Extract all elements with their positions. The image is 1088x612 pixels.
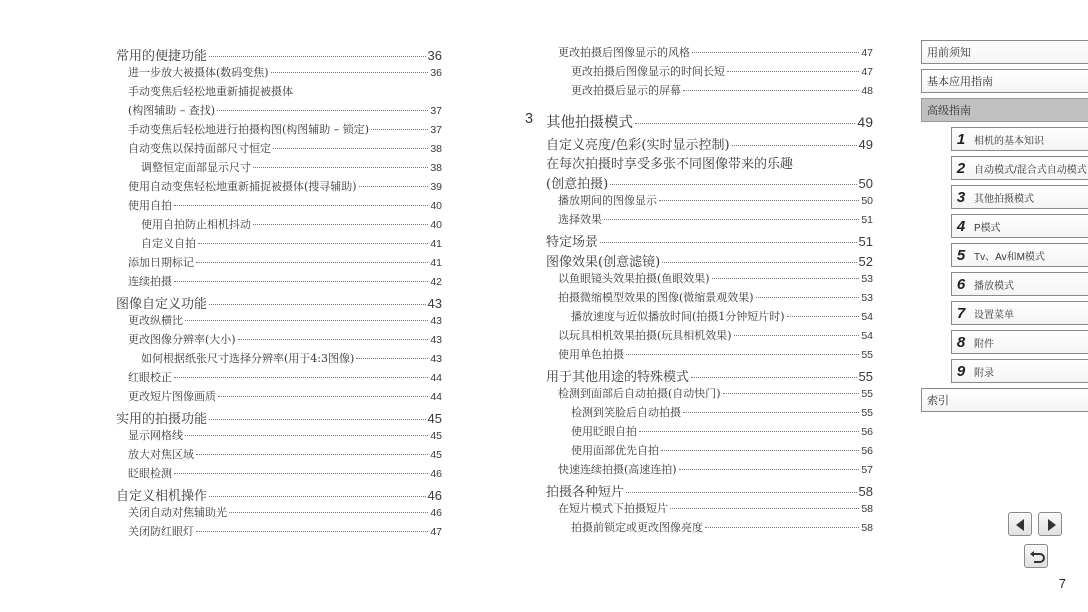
- toc-entry[interactable]: [546, 270, 873, 289]
- toc-entry[interactable]: [116, 178, 442, 197]
- chapter-sidebar: [921, 40, 1088, 417]
- dot-leader: [705, 527, 859, 528]
- toc-entry-page: 40: [430, 219, 442, 231]
- toc-entry-page: 37: [430, 124, 442, 136]
- dot-leader: [679, 469, 860, 470]
- toc-entry-title: 更改短片图像画质: [128, 390, 216, 403]
- toc-entry[interactable]: [546, 289, 873, 308]
- toc-middle-column: [525, 44, 873, 538]
- toc-entry[interactable]: [116, 121, 442, 140]
- toc-entry-title: 更改拍摄后显示的屏幕: [571, 84, 681, 97]
- chapter-number: 4: [956, 217, 966, 235]
- toc-entry-page: 57: [861, 464, 873, 476]
- dot-leader: [662, 262, 856, 263]
- toc-entry-page: 48: [861, 85, 873, 97]
- dot-leader: [209, 56, 426, 57]
- toc-entry-page: 52: [858, 254, 873, 269]
- dot-leader: [217, 110, 428, 111]
- toc-entry-page: 54: [861, 311, 873, 323]
- toc-entry-page: 51: [858, 234, 873, 249]
- dot-leader: [185, 435, 428, 436]
- toc-entry-title: 拍摄前锁定或更改图像亮度: [571, 521, 703, 534]
- toc-entry-title: (构图辅助 – 查找): [128, 104, 216, 117]
- toc-entry[interactable]: [546, 211, 873, 230]
- dot-leader: [356, 358, 428, 359]
- toc-section[interactable]: [546, 173, 873, 192]
- toc-entry-page: 58: [858, 484, 873, 499]
- toc-entry[interactable]: [116, 331, 442, 350]
- toc-left-column: [116, 44, 442, 542]
- toc-entry-page: 49: [857, 114, 873, 130]
- dot-leader: [712, 278, 860, 279]
- dot-leader: [692, 52, 859, 53]
- toc-entry-title: 使用单色拍摄: [558, 348, 624, 361]
- toc-entry[interactable]: [546, 63, 873, 82]
- chapter-label: P模式: [974, 222, 1001, 234]
- toc-section[interactable]: [546, 134, 873, 153]
- toc-entry[interactable]: [546, 308, 873, 327]
- chapter-number: 6: [956, 275, 966, 293]
- toc-entry-page: 55: [861, 349, 873, 361]
- toc-entry-page: 56: [861, 426, 873, 438]
- toc-entry-page: 51: [861, 214, 873, 226]
- dot-leader: [198, 243, 428, 244]
- chapter-number: 9: [956, 362, 966, 380]
- toc-entry-title: 更改纵横比: [128, 314, 183, 327]
- toc-entry-title: 播放速度与近似播放时间(拍摄1分钟短片时): [571, 310, 785, 323]
- sidebar-chapter-4[interactable]: [951, 214, 1088, 238]
- chapter-number: 7: [956, 304, 966, 322]
- toc-entry-title-line1[interactable]: 手动变焦后轻松地重新捕捉被摄体: [128, 85, 293, 98]
- toc-entry-page: 50: [861, 195, 873, 207]
- toc-entry-title: 拍摄各种短片: [546, 485, 625, 500]
- dot-leader: [723, 393, 860, 394]
- toc-entry-page: 38: [430, 162, 442, 174]
- toc-entry[interactable]: [116, 446, 442, 465]
- toc-entry-title: 如何根据纸张尺寸选择分辨率(用于4:3图像): [141, 352, 355, 365]
- dot-leader: [185, 320, 428, 321]
- toc-entry[interactable]: [116, 64, 442, 83]
- chapter-number: 8: [956, 333, 966, 351]
- toc-entry-title: 快速连续拍摄(高速连拍): [558, 463, 677, 476]
- toc-entry-page: 37: [430, 105, 442, 117]
- dot-leader: [174, 281, 428, 282]
- toc-entry-page: 46: [430, 468, 442, 480]
- toc-entry-title: (创意拍摄): [546, 177, 609, 192]
- toc-entry-title: 使用眨眼自拍: [571, 425, 637, 438]
- dot-leader: [610, 184, 856, 185]
- toc-entry-title: 以鱼眼镜头效果拍摄(鱼眼效果): [558, 272, 710, 285]
- toc-entry-title: 播放期间的图像显示: [558, 194, 657, 207]
- toc-entry[interactable]: [546, 346, 873, 365]
- toc-entry-title: 更改图像分辨率(大小): [128, 333, 236, 346]
- toc-entry[interactable]: [116, 350, 442, 369]
- toc-entry-page: 44: [430, 391, 442, 403]
- dot-leader: [196, 262, 428, 263]
- toc-entry-title: 放大对焦区域: [128, 448, 194, 461]
- toc-section[interactable]: [546, 251, 873, 270]
- dot-leader: [604, 219, 859, 220]
- chapter-label: 附件: [974, 338, 994, 350]
- toc-entry-title: 添加日期标记: [128, 256, 194, 269]
- toc-entry[interactable]: [116, 235, 442, 254]
- toc-entry-title: 图像自定义功能: [116, 297, 208, 312]
- toc-entry-page: 43: [427, 296, 442, 311]
- toc-entry-title: 实用的拍摄功能: [116, 412, 208, 427]
- dot-leader: [626, 492, 857, 493]
- toc-entry-title: 红眼校正: [128, 371, 172, 384]
- toc-entry-page: 43: [430, 315, 442, 327]
- toc-entry-title-line1[interactable]: 在每次拍摄时享受多张不同图像带来的乐趣: [546, 157, 794, 172]
- chapter-label: 相机的基本知识: [974, 135, 1044, 147]
- dot-leader: [174, 473, 428, 474]
- toc-entry[interactable]: [546, 423, 873, 442]
- toc-entry-page: 47: [861, 47, 873, 59]
- toc-entry[interactable]: [116, 273, 442, 292]
- sidebar-chapter-5[interactable]: [951, 243, 1088, 267]
- dot-leader: [253, 167, 428, 168]
- toc-entry[interactable]: [116, 197, 442, 216]
- toc-entry-page: 49: [858, 137, 873, 152]
- dot-leader: [683, 412, 859, 413]
- dot-leader: [359, 186, 429, 187]
- sidebar-chapter-7[interactable]: [951, 301, 1088, 325]
- sidebar-tab-before-use[interactable]: 用前须知: [921, 40, 1088, 64]
- toc-entry-page: 55: [861, 407, 873, 419]
- toc-entry-title: 常用的便捷功能: [116, 49, 208, 64]
- toc-entry-page: 36: [430, 67, 442, 79]
- dot-leader: [727, 71, 859, 72]
- toc-entry-page: 54: [861, 330, 873, 342]
- dot-leader: [273, 148, 428, 149]
- dot-leader: [756, 297, 860, 298]
- toc-entry-page: 47: [430, 526, 442, 538]
- toc-entry-title: 自定义相机操作: [116, 489, 208, 504]
- toc-entry-title: 以玩具相机效果拍摄(玩具相机效果): [558, 329, 732, 342]
- toc-entry[interactable]: [116, 523, 442, 542]
- dot-leader: [734, 335, 860, 336]
- toc-entry[interactable]: [116, 216, 442, 235]
- toc-section[interactable]: [116, 485, 442, 504]
- arrow-right-icon: [1039, 513, 1063, 537]
- sidebar-tab-basic-guide[interactable]: 基本应用指南: [921, 69, 1088, 93]
- sidebar-chapter-1[interactable]: [951, 127, 1088, 151]
- toc-entry-title: 进一步放大被摄体(数码变焦): [128, 66, 269, 79]
- toc-entry-page: 55: [858, 369, 873, 384]
- toc-entry[interactable]: [116, 159, 442, 178]
- toc-entry-page: 45: [430, 430, 442, 442]
- chapter-label: 播放模式: [974, 280, 1014, 292]
- toc-entry-page: 46: [430, 507, 442, 519]
- toc-entry-title: 图像效果(创意滤镜): [546, 255, 661, 270]
- toc-entry[interactable]: [116, 465, 442, 484]
- toc-entry-page: 53: [861, 292, 873, 304]
- toc-entry-title: 特定场景: [546, 235, 599, 250]
- sidebar-tab-index[interactable]: 索引: [921, 388, 1088, 412]
- dot-leader: [174, 205, 428, 206]
- toc-entry-page: 40: [430, 200, 442, 212]
- toc-entry-title: 更改拍摄后图像显示的时间长短: [571, 65, 725, 78]
- chapter-number: 2: [956, 159, 966, 177]
- chapter-label: Tv、Av和M模式: [974, 251, 1045, 263]
- toc-entry-title: 关闭防红眼灯: [128, 525, 194, 538]
- sidebar-tab-advanced-guide[interactable]: 高级指南: [921, 98, 1088, 122]
- dot-leader: [639, 431, 859, 432]
- toc-entry-title: 用于其他用途的特殊模式: [546, 370, 690, 385]
- toc-entry-page: 43: [430, 334, 442, 346]
- page-number: 7: [1058, 576, 1066, 591]
- dot-leader: [683, 90, 859, 91]
- toc-entry-title: 选择效果: [558, 213, 602, 226]
- arrow-left-icon: [1009, 513, 1033, 537]
- toc-entry[interactable]: [546, 519, 873, 538]
- toc-entry-page: 45: [427, 411, 442, 426]
- toc-entry-page: 39: [430, 181, 442, 193]
- toc-entry-page: 50: [858, 176, 873, 191]
- chapter-label: 其他拍摄模式: [974, 193, 1034, 205]
- toc-entry[interactable]: [546, 327, 873, 346]
- dot-leader: [691, 377, 857, 378]
- toc-section[interactable]: [116, 293, 442, 312]
- toc-entry[interactable]: [116, 140, 442, 159]
- toc-entry-page: 58: [861, 503, 873, 515]
- toc-entry-page: 55: [861, 388, 873, 400]
- back-button[interactable]: [1024, 544, 1048, 568]
- toc-entry-title: 调整恒定面部显示尺寸: [141, 161, 251, 174]
- chapter-number: 1: [956, 130, 966, 148]
- chapter-label: 附录: [974, 367, 994, 379]
- toc-entry[interactable]: [546, 461, 873, 480]
- dot-leader: [626, 354, 859, 355]
- sidebar-chapter-6[interactable]: [951, 272, 1088, 296]
- toc-entry-title: 拍摄微缩模型效果的图像(微缩景观效果): [558, 291, 754, 304]
- toc-entry[interactable]: [116, 254, 442, 273]
- dot-leader: [787, 316, 860, 317]
- toc-entry-title: 其他拍摄模式: [546, 115, 633, 131]
- previous-page-button[interactable]: [1008, 512, 1032, 536]
- toc-entry-page: 41: [430, 257, 442, 269]
- toc-entry-page: 46: [427, 488, 442, 503]
- toc-entry-page: 36: [427, 48, 442, 63]
- toc-entry[interactable]: [116, 45, 442, 64]
- dot-leader: [253, 224, 428, 225]
- toc-entry[interactable]: [546, 442, 873, 461]
- toc-entry-page: 38: [430, 143, 442, 155]
- toc-entry-title: 自定义亮度/色彩(实时显示控制): [546, 138, 730, 153]
- toc-entry[interactable]: [546, 404, 873, 423]
- toc-entry-page: 56: [861, 445, 873, 457]
- chapter-label: 设置菜单: [974, 309, 1014, 321]
- toc-entry[interactable]: [546, 500, 873, 519]
- toc-entry-title: 眨眼检测: [128, 467, 172, 480]
- dot-leader: [209, 496, 426, 497]
- dot-leader: [196, 454, 428, 455]
- dot-leader: [659, 200, 859, 201]
- toc-entry[interactable]: [116, 312, 442, 331]
- chapter-label: 自动模式/混合式自动模式: [974, 164, 1087, 176]
- toc-entry-page: 44: [430, 372, 442, 384]
- dot-leader: [600, 242, 857, 243]
- toc-entry[interactable]: [546, 44, 873, 63]
- dot-leader: [661, 450, 859, 451]
- next-page-button[interactable]: [1038, 512, 1062, 536]
- dot-leader: [732, 145, 857, 146]
- dot-leader: [209, 304, 426, 305]
- dot-leader: [635, 123, 855, 124]
- toc-entry[interactable]: [116, 102, 442, 121]
- toc-entry-page: 45: [430, 449, 442, 461]
- toc-section[interactable]: [546, 366, 873, 385]
- toc-entry-title: 使用自拍防止相机抖动: [141, 218, 251, 231]
- toc-entry-title: 使用自拍: [128, 199, 172, 212]
- toc-entry-title: 检测到笑脸后自动拍摄: [571, 406, 681, 419]
- toc-entry-title: 使用自动变焦轻松地重新捕捉被摄体(搜寻辅助): [128, 180, 357, 193]
- sidebar-chapter-3[interactable]: [951, 185, 1088, 209]
- toc-entry-page: 58: [861, 522, 873, 534]
- sidebar-chapter-9[interactable]: [951, 359, 1088, 383]
- dot-leader: [670, 508, 859, 509]
- chapter-number: 3: [956, 188, 966, 206]
- dot-leader: [218, 396, 428, 397]
- toc-entry-page: 41: [430, 238, 442, 250]
- toc-entry-title: 显示网格线: [128, 429, 183, 442]
- toc-entry-page: 42: [430, 276, 442, 288]
- toc-section[interactable]: [546, 481, 873, 500]
- return-icon: [1025, 545, 1049, 569]
- dot-leader: [229, 512, 428, 513]
- toc-entry-title: 更改拍摄后图像显示的风格: [558, 46, 690, 59]
- toc-entry-title: 关闭自动对焦辅助光: [128, 506, 227, 519]
- toc-entry-title: 检测到面部后自动拍摄(自动快门): [558, 387, 721, 400]
- toc-section[interactable]: [546, 231, 873, 250]
- toc-entry-title: 在短片模式下拍摄短片: [558, 502, 668, 515]
- dot-leader: [371, 129, 428, 130]
- chapter-number: 5: [956, 246, 966, 264]
- sidebar-chapter-8[interactable]: [951, 330, 1088, 354]
- toc-entry[interactable]: [116, 504, 442, 523]
- toc-entry-page: 53: [861, 273, 873, 285]
- dot-leader: [271, 72, 429, 73]
- toc-entry-title: 使用面部优先自拍: [571, 444, 659, 457]
- toc-entry[interactable]: [116, 388, 442, 407]
- dot-leader: [174, 377, 428, 378]
- dot-leader: [238, 339, 429, 340]
- toc-entry[interactable]: [116, 369, 442, 388]
- toc-entry-title: 自动变焦以保持面部尺寸恒定: [128, 142, 271, 155]
- dot-leader: [209, 419, 426, 420]
- sidebar-chapter-2[interactable]: [951, 156, 1088, 180]
- toc-entry-title: 连续拍摄: [128, 275, 172, 288]
- toc-chapter[interactable]: [525, 111, 873, 133]
- toc-entry-page: 43: [430, 353, 442, 365]
- toc-entry[interactable]: [116, 427, 442, 446]
- toc-entry[interactable]: [546, 192, 873, 211]
- toc-entry-title: 手动变焦后轻松地进行拍摄构图(构图辅助 – 锁定): [128, 123, 370, 136]
- toc-entry-title: 自定义自拍: [141, 237, 196, 250]
- dot-leader: [196, 531, 428, 532]
- toc-entry-page: 47: [861, 66, 873, 78]
- chapter-number: 3: [525, 111, 534, 127]
- toc-entry[interactable]: [546, 82, 873, 101]
- toc-entry[interactable]: [546, 385, 873, 404]
- toc-section[interactable]: [116, 408, 442, 427]
